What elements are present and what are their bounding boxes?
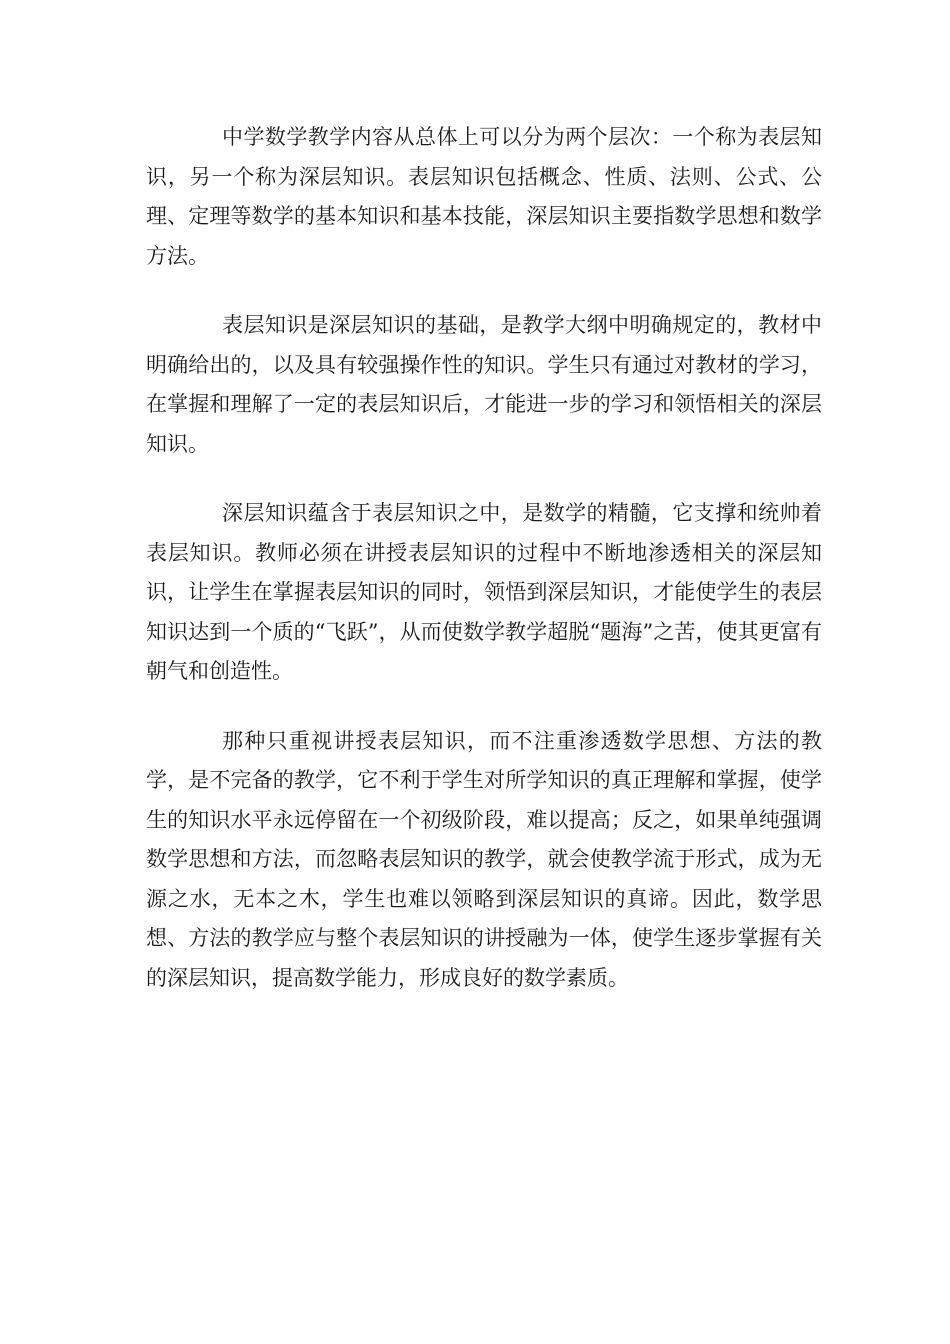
paragraph-2: 表层知识是深层知识的基础，是教学大纲中明确规定的，教材中明确给出的，以及具有较强操作性的知识。学生只有通过对教材的学习，在掌握和理解了一定的表层知识后，才能进一步的学习和领悟相关的深层知识。 bbox=[146, 313, 822, 456]
paragraph-1: 中学数学教学内容从总体上可以分为两个层次：一个称为表层知识，另一个称为深层知识。表层知识包括概念、性质、法则、公式、公理、定理等数学的基本知识和基本技能，深层知识主要指数学思想和数学方法。 bbox=[146, 125, 822, 268]
document-body bbox=[146, 118, 822, 998]
paragraph-3: 深层知识蕴含于表层知识之中，是数学的精髓，它支撑和统帅着表层知识。教师必须在讲授表层知识的过程中不断地渗透相关的深层知识，让学生在掌握表层知识的同时，领悟到深层知识，才能使学生的表层知识达到一个质的“飞跃”，从而使数学教学超脱“题海”之苦，使其更富有朝气和创造性。 bbox=[146, 501, 822, 683]
paragraph-4: 那种只重视讲授表层知识，而不注重渗透数学思想、方法的教学，是不完备的教学，它不利于学生对所学知识的真正理解和掌握，使学生的知识水平永远停留在一个初级阶段，难以提高；反之，如果单纯强调数学思想和方法，而忽略表层知识的教学，就会使教学流于形式，成为无源之水，无本之木，学生也难以领略到深层知识的真谛。因此，数学思想、方法的教学应与整个表层知识的讲授融为一体，使学生逐步掌握有关的深层知识，提高数学能力，形成良好的数学素质。 bbox=[146, 728, 822, 990]
